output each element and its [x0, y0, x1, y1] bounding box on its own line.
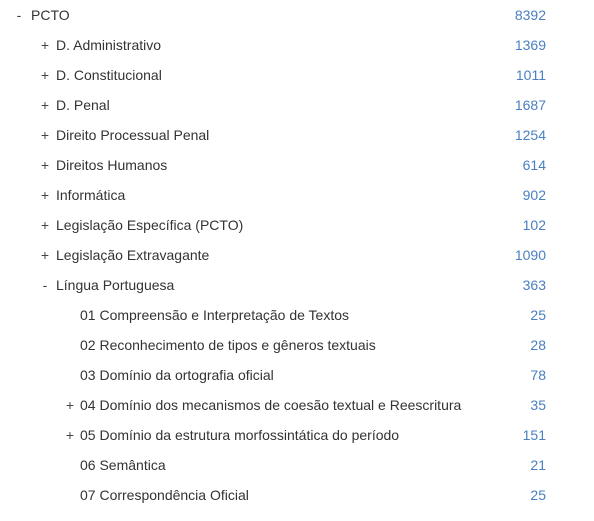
expand-toggle[interactable]: +	[40, 187, 50, 203]
tree-node-d-administrativo[interactable]	[0, 30, 594, 60]
question-count: 1254	[514, 127, 546, 143]
question-count: 363	[522, 277, 546, 293]
tree-node-legislacao-especifica[interactable]	[0, 210, 594, 240]
tree-node-d-constitucional[interactable]	[0, 60, 594, 90]
tree-node-coesao-textual[interactable]	[0, 390, 594, 420]
tree-node-label[interactable]: 02 Reconhecimento de tipos e gêneros textuais	[80, 337, 376, 353]
tree-node-label[interactable]: Língua Portuguesa	[56, 277, 175, 293]
tree-node-label[interactable]: PCTO	[31, 7, 70, 23]
tree-node-label[interactable]: D. Penal	[56, 97, 110, 113]
tree-node-compreensao-interpretacao[interactable]	[0, 300, 594, 330]
tree-node-semantica[interactable]	[0, 450, 594, 480]
tree-node-informatica[interactable]	[0, 180, 594, 210]
tree-node-label[interactable]: Direito Processual Penal	[56, 127, 210, 143]
question-count: 1090	[514, 247, 546, 263]
tree-node-label[interactable]: 01 Compreensão e Interpretação de Textos	[80, 307, 350, 323]
tree-node-ortografia-oficial[interactable]	[0, 360, 594, 390]
collapse-toggle[interactable]: -	[42, 277, 48, 293]
question-count: 21	[530, 457, 546, 473]
tree-node-d-penal[interactable]	[0, 90, 594, 120]
expand-toggle[interactable]: +	[40, 157, 50, 173]
tree-node-label[interactable]: Informática	[56, 187, 126, 203]
tree-node-label[interactable]: 06 Semântica	[80, 457, 166, 473]
collapse-toggle[interactable]: -	[16, 7, 22, 23]
tree-node-legislacao-extravagante[interactable]	[0, 240, 594, 270]
tree-node-direito-processual-penal[interactable]	[0, 120, 594, 150]
tree-node-lingua-portuguesa[interactable]	[0, 270, 594, 300]
tree-node-label[interactable]: Legislação Extravagante	[56, 247, 210, 263]
tree-node-label[interactable]: Legislação Específica (PCTO)	[56, 217, 244, 233]
expand-toggle[interactable]: +	[40, 97, 50, 113]
expand-toggle[interactable]: +	[40, 37, 50, 53]
tree-node-label[interactable]: 04 Domínio dos mecanismos de coesão textual e Reescritura	[80, 397, 462, 413]
question-count: 78	[530, 367, 546, 383]
tree-node-label[interactable]: 07 Correspondência Oficial	[80, 487, 249, 503]
question-count: 28	[530, 337, 546, 353]
question-count: 102	[522, 217, 546, 233]
expand-toggle[interactable]: +	[65, 397, 75, 413]
question-count: 25	[530, 307, 546, 323]
tree-node-correspondencia-oficial[interactable]	[0, 480, 594, 510]
tree-node-estrutura-morfossintatica[interactable]	[0, 420, 594, 450]
expand-toggle[interactable]: +	[40, 217, 50, 233]
tree-node-pcto[interactable]	[0, 0, 594, 30]
expand-toggle[interactable]: +	[40, 127, 50, 143]
tree-node-tipos-generos-textuais[interactable]	[0, 330, 594, 360]
tree-node-label[interactable]: D. Constitucional	[56, 67, 162, 83]
tree-node-label[interactable]: Direitos Humanos	[56, 157, 168, 173]
question-count: 614	[522, 157, 546, 173]
expand-toggle[interactable]: +	[65, 427, 75, 443]
tree-node-direitos-humanos[interactable]	[0, 150, 594, 180]
tree-node-label[interactable]: D. Administrativo	[56, 37, 162, 53]
tree-node-label[interactable]: 05 Domínio da estrutura morfossintática do período	[80, 427, 400, 443]
question-count: 1369	[514, 37, 546, 53]
question-count: 25	[530, 487, 546, 503]
question-count: 1687	[514, 97, 546, 113]
question-count: 151	[522, 427, 546, 443]
question-count: 8392	[514, 7, 546, 23]
question-count: 35	[530, 397, 546, 413]
expand-toggle[interactable]: +	[40, 247, 50, 263]
question-count: 902	[522, 187, 546, 203]
tree-node-label[interactable]: 03 Domínio da ortografia oficial	[80, 367, 274, 383]
expand-toggle[interactable]: +	[40, 67, 50, 83]
question-count: 1011	[515, 67, 546, 83]
